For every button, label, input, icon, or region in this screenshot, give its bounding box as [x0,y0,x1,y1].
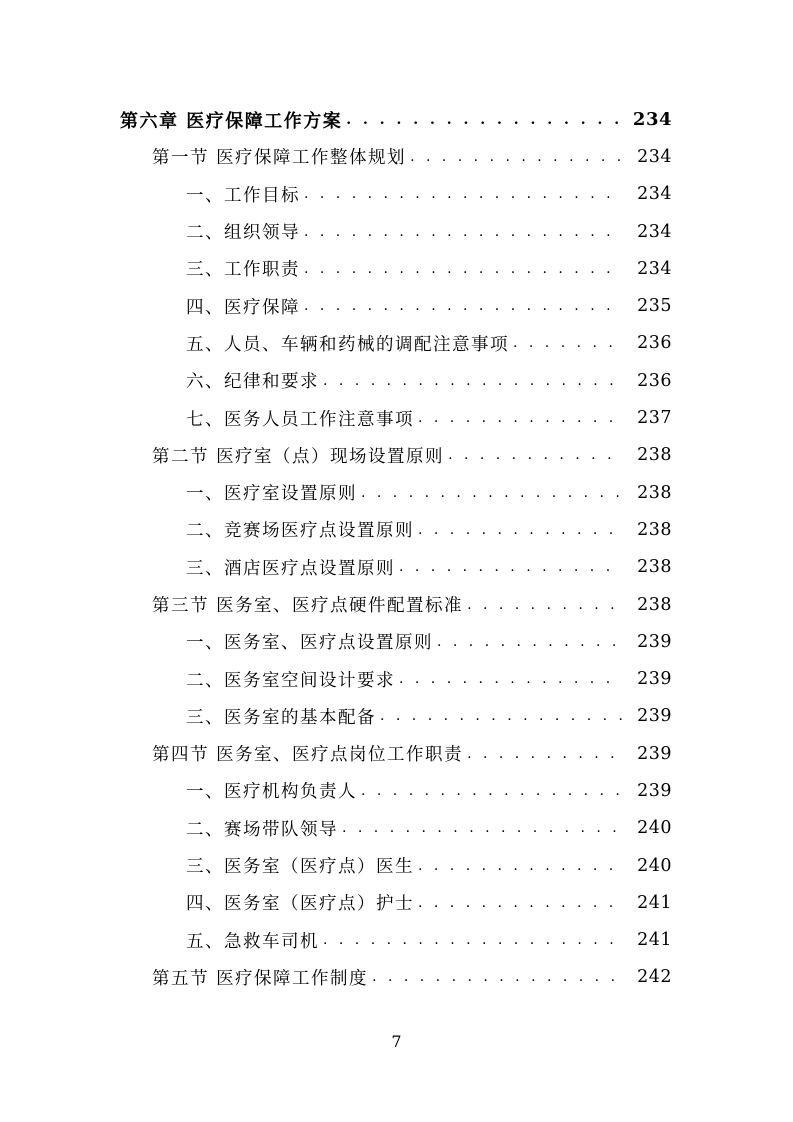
toc-entry-label: 第二节 医疗室（点）现场设置原则 [152,446,445,467]
toc-leader-dots [410,149,622,165]
toc-entry-label: 三、医务室的基本配备 [186,707,376,728]
toc-leader-dots [304,224,622,240]
toc-entry-page: 234 [632,109,672,131]
toc-entry-page: 235 [637,296,672,317]
toc-entry-item[interactable] [0,922,793,959]
toc-entry-label: 三、医务室（医疗点）医生 [186,857,414,878]
toc-entry-section[interactable] [0,959,793,996]
toc-entry-label: 四、医疗保障 [186,297,300,318]
toc-entry-item[interactable] [0,250,793,287]
toc-leader-dots [448,447,622,463]
toc-entry-page: 239 [637,780,672,801]
toc-entry-page: 237 [637,408,672,429]
toc-entry-section[interactable] [0,138,793,175]
toc-entry-page: 234 [637,221,672,242]
toc-entry-section[interactable] [0,735,793,772]
toc-entry-label: 二、竞赛场医疗点设置原则 [186,521,414,542]
toc-leader-dots [467,597,622,613]
toc-entry-item[interactable] [0,660,793,697]
toc-entry-label: 二、赛场带队领导 [186,819,338,840]
toc-entry-label: 二、组织领导 [186,223,300,244]
toc-entry-item[interactable] [0,623,793,660]
toc-entry-label: 四、医务室（医疗点）护士 [186,894,414,915]
toc-entry-label: 第五节 医疗保障工作制度 [152,968,369,989]
toc-entry-section[interactable] [0,586,793,623]
toc-leader-dots [304,186,622,202]
toc-leader-dots [418,410,622,426]
toc-entry-page: 239 [637,706,672,727]
toc-leader-dots [467,746,622,762]
toc-leader-dots [418,858,622,874]
toc-entry-item[interactable] [0,847,793,884]
toc-entry-label: 二、医务室空间设计要求 [186,670,395,691]
toc-entry-label: 一、医务室、医疗点设置原则 [186,633,433,654]
toc-leader-dots [380,708,622,724]
toc-entry-label: 五、急救车司机 [186,931,319,952]
toc-entry-label: 第四节 医务室、医疗点岗位工作职责 [152,745,464,766]
toc-leader-dots [361,485,622,501]
toc-leader-dots [304,298,622,314]
toc-leader-dots [437,634,622,650]
toc-entry-item[interactable] [0,362,793,399]
toc-leader-dots [372,969,622,985]
toc-entry-page: 240 [637,818,672,839]
toc-entry-page: 240 [637,855,672,876]
toc-entry-item[interactable] [0,511,793,548]
toc-leader-dots [513,335,622,351]
toc-entry-label: 一、工作目标 [186,185,300,206]
toc-entry-label: 六、纪律和要求 [186,372,319,393]
toc-entry-item[interactable] [0,549,793,586]
toc-entry-label: 第六章 医疗保障工作方案 [120,110,343,132]
toc-entry-label: 三、工作职责 [186,260,300,281]
toc-leader-dots [342,820,622,836]
toc-entry-item[interactable] [0,213,793,250]
toc-leader-dots [399,559,622,575]
toc-entry-page: 234 [637,146,672,167]
table-of-contents [0,101,793,996]
toc-entry-page: 236 [637,333,672,354]
toc-entry-label: 一、医疗机构负责人 [186,782,357,803]
toc-entry-item[interactable] [0,474,793,511]
toc-entry-page: 242 [637,967,672,988]
toc-leader-dots [361,783,622,799]
toc-entry-page: 241 [637,930,672,951]
toc-entry-label: 七、医务人员工作注意事项 [186,409,414,430]
toc-entry-item[interactable] [0,772,793,809]
toc-entry-page: 238 [637,594,672,615]
toc-entry-chapter[interactable] [0,101,793,138]
toc-entry-page: 238 [637,519,672,540]
toc-entry-page: 241 [637,892,672,913]
toc-entry-label: 一、医疗室设置原则 [186,484,357,505]
toc-entry-page: 239 [637,743,672,764]
toc-entry-section[interactable] [0,437,793,474]
toc-entry-item[interactable] [0,287,793,324]
toc-leader-dots [323,373,622,389]
toc-entry-label: 三、酒店医疗点设置原则 [186,558,395,579]
toc-entry-page: 236 [637,370,672,391]
toc-entry-page: 239 [637,631,672,652]
toc-entry-item[interactable] [0,884,793,921]
toc-entry-item[interactable] [0,810,793,847]
toc-entry-item[interactable] [0,325,793,362]
toc-entry-item[interactable] [0,698,793,735]
toc-leader-dots [323,932,622,948]
toc-entry-page: 234 [637,184,672,205]
toc-entry-page: 239 [637,669,672,690]
toc-entry-page: 234 [637,258,672,279]
toc-leader-dots [418,522,622,538]
toc-leader-dots [418,895,622,911]
page-number: 7 [391,1032,402,1051]
toc-entry-page: 238 [637,482,672,503]
toc-leader-dots [304,261,622,277]
toc-leader-dots [346,112,622,128]
toc-entry-label: 第三节 医务室、医疗点硬件配置标准 [152,596,464,616]
toc-entry-label: 第一节 医疗保障工作整体规划 [152,148,407,169]
toc-entry-item[interactable] [0,399,793,436]
toc-entry-label: 五、人员、车辆和药械的调配注意事项 [186,334,509,355]
toc-entry-item[interactable] [0,176,793,213]
toc-entry-page: 238 [637,445,672,466]
toc-leader-dots [399,671,622,687]
toc-entry-page: 238 [637,557,672,578]
